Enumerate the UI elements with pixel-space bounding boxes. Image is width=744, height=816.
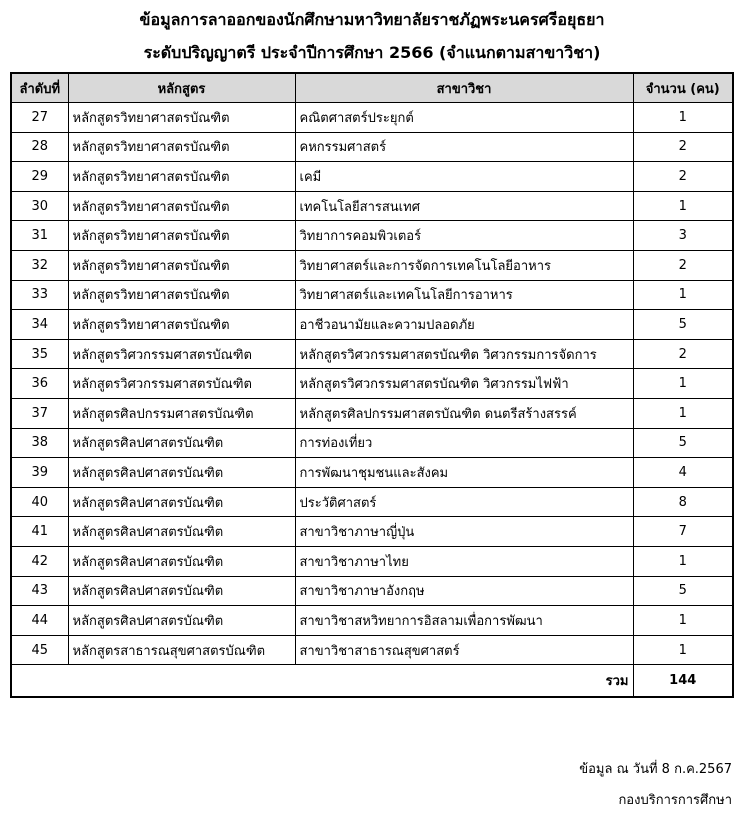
table-row <box>11 428 733 458</box>
total-label: รวม <box>11 665 633 697</box>
row-number: 35 <box>11 339 68 369</box>
row-count: 1 <box>633 606 733 636</box>
row-number: 27 <box>11 103 68 133</box>
row-count: 1 <box>633 103 733 133</box>
row-count: 2 <box>633 132 733 162</box>
table-row <box>11 517 733 547</box>
table-header-row <box>11 73 733 103</box>
row-number: 30 <box>11 191 68 221</box>
row-program: หลักสูตรวิทยาศาสตรบัณฑิต <box>68 132 295 162</box>
row-program: หลักสูตรศิลปศาสตรบัณฑิต <box>68 547 295 577</box>
row-number: 44 <box>11 606 68 636</box>
table-row <box>11 280 733 310</box>
row-count: 1 <box>633 369 733 399</box>
footer-office: กองบริการการศึกษา <box>618 793 732 808</box>
total-row <box>11 665 733 697</box>
row-number: 37 <box>11 399 68 429</box>
row-number: 42 <box>11 547 68 577</box>
row-major: สาขาวิชาสาธารณสุขศาสตร์ <box>295 635 633 665</box>
row-major: หลักสูตรวิศวกรรมศาสตรบัณฑิต วิศวกรรมไฟฟ้า <box>295 369 633 399</box>
row-major: หลักสูตรวิศวกรรมศาสตรบัณฑิต วิศวกรรมการจัดการ <box>295 339 633 369</box>
row-number: 36 <box>11 369 68 399</box>
row-program: หลักสูตรศิลปศาสตรบัณฑิต <box>68 428 295 458</box>
table-row <box>11 576 733 606</box>
row-number: 39 <box>11 458 68 488</box>
row-count: 1 <box>633 191 733 221</box>
row-number: 45 <box>11 635 68 665</box>
table-row <box>11 339 733 369</box>
row-count: 1 <box>633 635 733 665</box>
row-program: หลักสูตรวิทยาศาสตรบัณฑิต <box>68 162 295 192</box>
table-row <box>11 487 733 517</box>
row-major: การพัฒนาชุมชนและสังคม <box>295 458 633 488</box>
row-major: การท่องเที่ยว <box>295 428 633 458</box>
footer-date: ข้อมูล ณ วันที่ 8 ก.ค.2567 <box>579 762 732 777</box>
row-program: หลักสูตรศิลปศาสตรบัณฑิต <box>68 487 295 517</box>
table-row <box>11 635 733 665</box>
page-subtitle: ระดับปริญญาตรี ประจำปีการศึกษา 2566 (จำแนกตามสาขาวิชา) <box>143 43 601 62</box>
row-number: 31 <box>11 221 68 251</box>
row-program: หลักสูตรวิศวกรรมศาสตรบัณฑิต <box>68 339 295 369</box>
row-count: 2 <box>633 162 733 192</box>
row-program: หลักสูตรวิทยาศาสตรบัณฑิต <box>68 251 295 281</box>
row-count: 2 <box>633 251 733 281</box>
header-major: สาขาวิชา <box>295 73 633 103</box>
row-major: สาขาวิชาภาษาญี่ปุ่น <box>295 517 633 547</box>
row-program: หลักสูตรศิลปศาสตรบัณฑิต <box>68 606 295 636</box>
table-row <box>11 251 733 281</box>
row-count: 3 <box>633 221 733 251</box>
row-count: 5 <box>633 428 733 458</box>
row-program: หลักสูตรสาธารณสุขศาสตรบัณฑิต <box>68 635 295 665</box>
row-program: หลักสูตรวิทยาศาสตรบัณฑิต <box>68 103 295 133</box>
total-value: 144 <box>633 665 733 697</box>
row-program: หลักสูตรวิศวกรรมศาสตรบัณฑิต <box>68 369 295 399</box>
row-program: หลักสูตรศิลปศาสตรบัณฑิต <box>68 576 295 606</box>
table-row <box>11 132 733 162</box>
row-major: วิทยาการคอมพิวเตอร์ <box>295 221 633 251</box>
row-major: สาขาวิชาภาษาไทย <box>295 547 633 577</box>
row-number: 32 <box>11 251 68 281</box>
table-row <box>11 458 733 488</box>
withdrawal-table <box>10 72 734 698</box>
row-major: ประวัติศาสตร์ <box>295 487 633 517</box>
row-count: 1 <box>633 280 733 310</box>
row-major: วิทยาศาสตร์และการจัดการเทคโนโลยีอาหาร <box>295 251 633 281</box>
row-number: 33 <box>11 280 68 310</box>
page-title: ข้อมูลการลาออกของนักศึกษามหาวิทยาลัยราชภัฏพระนครศรีอยุธยา <box>139 10 605 29</box>
row-program: หลักสูตรวิทยาศาสตรบัณฑิต <box>68 221 295 251</box>
header-no: ลำดับที่ <box>11 73 68 103</box>
row-number: 38 <box>11 428 68 458</box>
row-count: 1 <box>633 547 733 577</box>
row-count: 1 <box>633 399 733 429</box>
row-number: 41 <box>11 517 68 547</box>
row-program: หลักสูตรวิทยาศาสตรบัณฑิต <box>68 280 295 310</box>
row-number: 29 <box>11 162 68 192</box>
row-major: สาขาวิชาภาษาอังกฤษ <box>295 576 633 606</box>
row-major: คหกรรมศาสตร์ <box>295 132 633 162</box>
row-number: 28 <box>11 132 68 162</box>
table-row <box>11 191 733 221</box>
row-number: 43 <box>11 576 68 606</box>
header-count: จำนวน (คน) <box>633 73 733 103</box>
row-major: วิทยาศาสตร์และเทคโนโลยีการอาหาร <box>295 280 633 310</box>
row-number: 34 <box>11 310 68 340</box>
row-count: 5 <box>633 576 733 606</box>
table-row <box>11 606 733 636</box>
row-program: หลักสูตรศิลปกรรมศาสตรบัณฑิต <box>68 399 295 429</box>
row-count: 5 <box>633 310 733 340</box>
table-row <box>11 547 733 577</box>
table-row <box>11 221 733 251</box>
row-major: สาขาวิชาสหวิทยาการอิสลามเพื่อการพัฒนา <box>295 606 633 636</box>
table-row <box>11 399 733 429</box>
row-program: หลักสูตรศิลปศาสตรบัณฑิต <box>68 517 295 547</box>
row-major: อาชีวอนามัยและความปลอดภัย <box>295 310 633 340</box>
row-number: 40 <box>11 487 68 517</box>
table-row <box>11 162 733 192</box>
row-count: 7 <box>633 517 733 547</box>
header-program: หลักสูตร <box>68 73 295 103</box>
row-count: 4 <box>633 458 733 488</box>
row-program: หลักสูตรวิทยาศาสตรบัณฑิต <box>68 310 295 340</box>
table-row <box>11 103 733 133</box>
table-row <box>11 310 733 340</box>
row-major: เคมี <box>295 162 633 192</box>
row-program: หลักสูตรศิลปศาสตรบัณฑิต <box>68 458 295 488</box>
row-program: หลักสูตรวิทยาศาสตรบัณฑิต <box>68 191 295 221</box>
row-major: คณิตศาสตร์ประยุกต์ <box>295 103 633 133</box>
row-count: 8 <box>633 487 733 517</box>
row-count: 2 <box>633 339 733 369</box>
row-major: เทคโนโลยีสารสนเทศ <box>295 191 633 221</box>
row-major: หลักสูตรศิลปกรรมศาสตรบัณฑิต ดนตรีสร้างสรรค์ <box>295 399 633 429</box>
table-row <box>11 369 733 399</box>
